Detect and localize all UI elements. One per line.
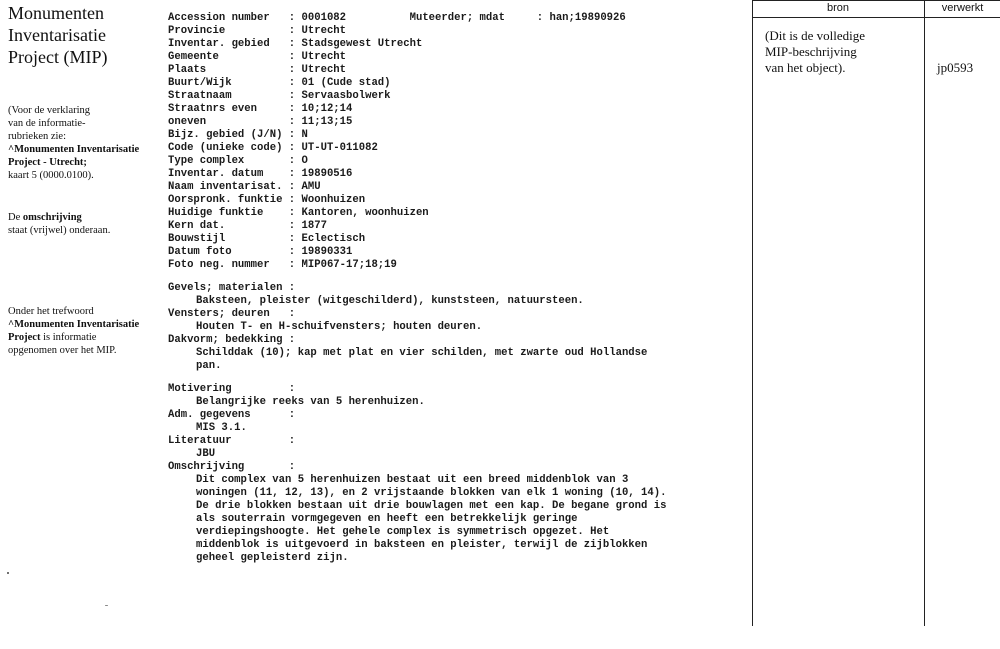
section-line: Schilddak (10); kap met plat en vier schilden, met zwarte oud Hollandse [196,347,648,359]
note-bold: Project - Utrecht; [8,157,87,168]
section-line: als souterrain vormgegeven en heeft een betrekkelijk geringe [196,513,578,525]
note-line: van de informatie- [8,118,86,129]
field-value: Utrecht [301,64,347,76]
field-label: Huidige funktie [168,207,283,219]
field-row [168,64,748,77]
field-row [168,259,748,272]
field-label: Straatnaam [168,90,283,102]
field-separator: : [282,116,302,128]
section-line: Belangrijke reeks van 5 herenhuizen. [196,396,425,408]
field-row [168,90,748,103]
field-value: 0001082 [301,12,347,24]
section-heading: Literatuur : [168,435,296,447]
section-heading: Omschrijving : [168,461,296,473]
field-separator: : [282,207,302,219]
scan-speck [7,572,9,574]
field-separator: : [282,77,302,89]
note-omschrijving [8,211,158,237]
note-line: (Voor de verklaring [8,105,91,116]
note-text: is informatie [40,332,97,343]
section-line: De drie blokken bestaan uit drie bouwlagen met een kap. De begane grond is [196,500,667,512]
section-line: Dit complex van 5 herenhuizen bestaat uit een breed middenblok van 3 [196,474,629,486]
section-line: verdiepingshoogte. Het gehele complex is symmetrisch opgezet. Het [196,526,610,538]
field-row [168,77,748,90]
note-text: De [8,212,21,223]
note-bold: ^Monumenten Inventarisatie [8,144,140,155]
column-header-verwerkt: verwerkt [941,2,984,14]
field-row [168,51,748,64]
field-separator: : [282,155,302,167]
field-value: O [301,155,308,167]
field-row [168,194,748,207]
note-line: kaart 5 (0000.0100). [8,170,94,181]
field-value: Utrecht [301,51,347,63]
section-heading: Gevels; materialen : [168,282,296,294]
field-label: Bijz. gebied (J/N) [168,129,283,141]
title-line: Project (MIP) [8,47,108,67]
field-row [168,246,748,259]
section-heading: Dakvorm; bedekking : [168,334,296,346]
field-label: Foto neg. nummer [168,259,283,271]
section-group-materials [168,282,748,373]
field-separator: : [282,246,302,258]
bron-line: MIP-beschrijving [765,44,857,59]
field-separator: : [282,90,302,102]
field-value: 19890331 [301,246,353,258]
field-label: Inventar. datum [168,168,283,180]
field-value: Kantoren, woonhuizen [301,207,429,219]
field-label: Naam inventarisat. [168,181,283,193]
field-label: Provincie [168,25,283,37]
field-value: 11;13;15 [301,116,353,128]
note-line: opgenomen over het MIP. [8,345,117,356]
field-label: Inventar. gebied [168,38,283,50]
field-value: N [301,129,308,141]
bron-line: (Dit is de volledige [765,28,866,43]
field-extra: Muteerder; mdat : han;19890926 [346,12,626,24]
note-bold: omschrijving [22,212,82,223]
bron-line: van het object). [765,60,846,75]
field-value: Servaasbolwerk [301,90,391,102]
field-value: UT-UT-011082 [301,142,378,154]
verwerkt-cell: jp0593 [937,60,974,75]
section-line: pan. [196,360,222,372]
field-row [168,38,748,51]
bron-cell [765,28,920,76]
note-bold: ^Monumenten Inventarisatie [8,319,140,330]
section-heading: Motivering : [168,383,296,395]
field-label: Datum foto [168,246,283,258]
field-separator: : [282,103,302,115]
field-row [168,233,748,246]
field-row [168,142,748,155]
table-rule [752,0,753,626]
field-row [168,220,748,233]
left-column [8,2,158,68]
field-value: 19890516 [301,168,353,180]
field-label: Type complex [168,155,283,167]
field-row [168,181,748,194]
field-row [168,12,748,25]
field-separator: : [282,220,302,232]
field-label: Bouwstijl [168,233,283,245]
section-line: woningen (11, 12, 13), en 2 vrijstaande blokken van elk 1 woning (10, 14). [196,487,667,499]
title-line: Monumenten [8,3,104,23]
field-separator: : [282,233,302,245]
field-value: 1877 [301,220,327,232]
field-row [168,168,748,181]
field-list [168,12,748,272]
field-separator: : [282,51,302,63]
note-line: Onder het trefwoord [8,306,94,317]
field-label: Kern dat. [168,220,283,232]
field-label: Straatnrs even [168,103,283,115]
field-separator: : [282,142,302,154]
field-separator: : [282,259,302,271]
field-row [168,116,748,129]
note-line: staat (vrijwel) onderaan. [8,225,111,236]
field-row [168,207,748,220]
field-row [168,155,748,168]
field-value: Stadsgewest Utrecht [301,38,423,50]
table-rule [752,17,1000,18]
field-label: oneven [168,116,283,128]
field-separator: : [282,25,302,37]
section-line: Baksteen, pleister (witgeschilderd), kunststeen, natuursteen. [196,295,584,307]
field-separator: : [282,194,302,206]
field-value: Eclectisch [301,233,366,245]
section-line: JBU [196,448,216,460]
field-separator: : [282,168,302,180]
record-body [168,12,748,565]
note-line: rubrieken zie: [8,131,67,142]
title-line: Inventarisatie [8,25,106,45]
section-line: MIS 3.1. [196,422,247,434]
field-separator: : [282,38,302,50]
table-rule [924,0,925,626]
field-label: Plaats [168,64,283,76]
section-heading: Vensters; deuren : [168,308,296,320]
field-label: Gemeente [168,51,283,63]
field-value: Utrecht [301,25,347,37]
field-row [168,25,748,38]
section-group-description [168,383,748,565]
column-header-bron: bron [826,2,850,14]
note-verklaring [8,104,158,182]
field-value: 10;12;14 [301,103,353,115]
scan-speck [105,605,108,606]
mip-title [8,2,158,68]
table-rule [752,0,1000,1]
field-value: 01 (Cude stad) [301,77,391,89]
section-line: Houten T- en H-schuifvensters; houten deuren. [196,321,483,333]
section-line: middenblok is uitgevoerd in baksteen en pleister, terwijl de zijblokken [196,539,648,551]
field-row [168,129,748,142]
field-separator: : [282,181,302,193]
field-value: Woonhuizen [301,194,366,206]
field-label: Oorspronk. funktie [168,194,283,206]
section-line: geheel gepleisterd zijn. [196,552,349,564]
field-separator: : [282,129,302,141]
note-bold: Project [8,332,41,343]
field-value: AMU [301,181,321,193]
field-label: Accession number [168,12,283,24]
section-heading: Adm. gegevens : [168,409,296,421]
field-value: MIP067-17;18;19 [301,259,397,271]
field-label: Buurt/Wijk [168,77,283,89]
field-separator: : [282,64,302,76]
field-label: Code (unieke code) [168,142,283,154]
source-table [752,0,1000,626]
field-row [168,103,748,116]
note-trefwoord [8,305,158,357]
field-separator: : [282,12,302,24]
